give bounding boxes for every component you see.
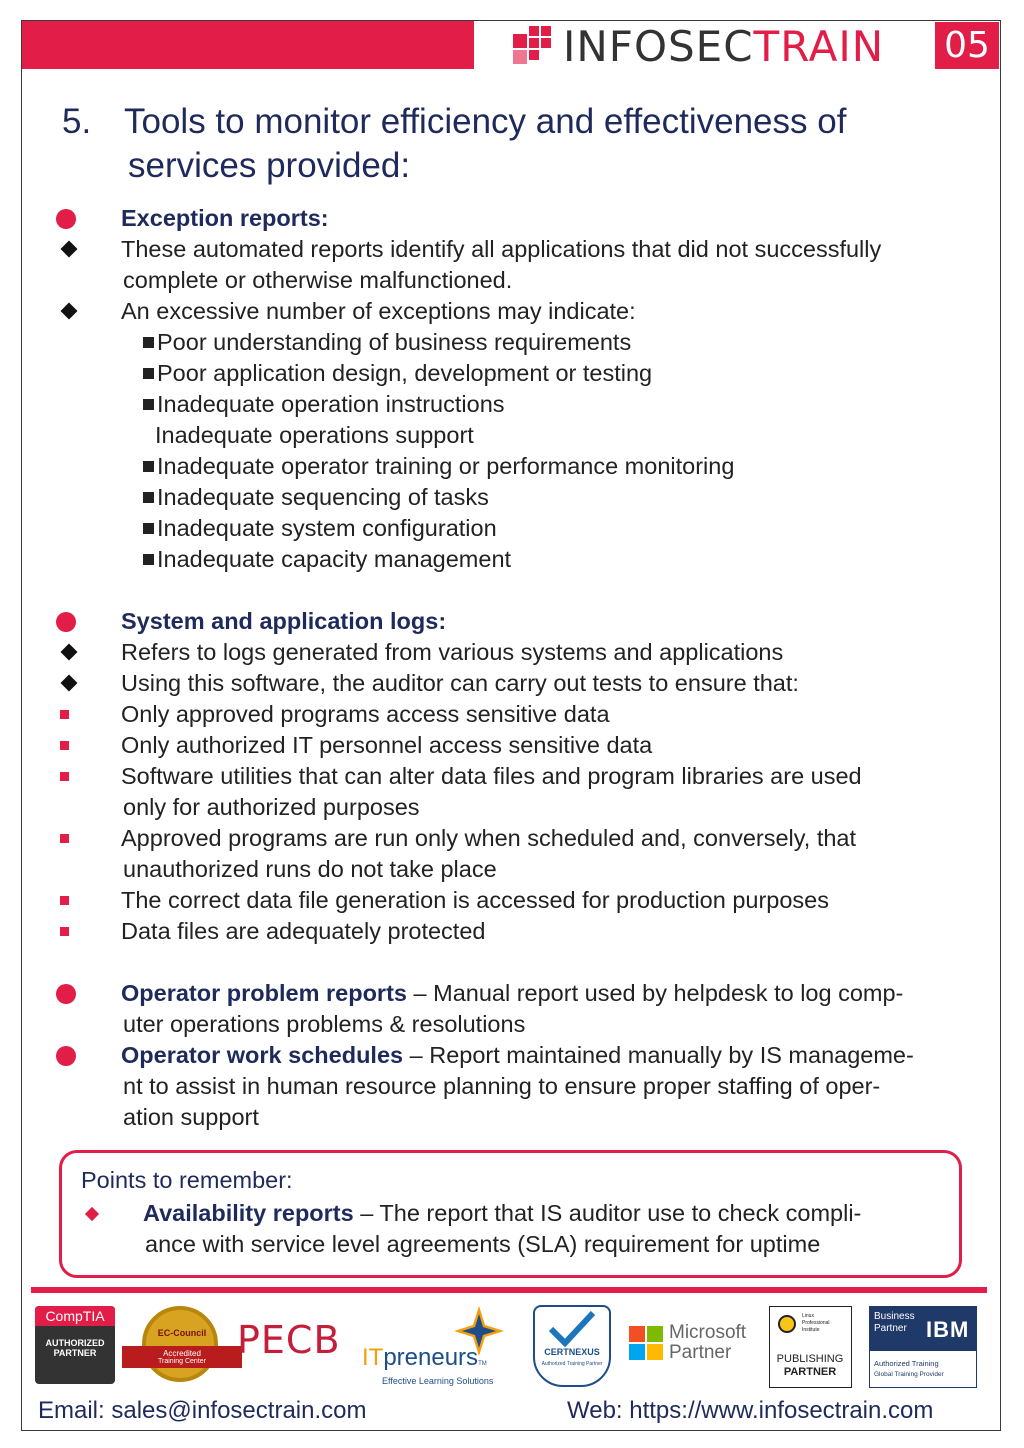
brand-logo [513, 21, 885, 71]
line-body: Inadequate operations support [155, 422, 474, 448]
ibm-sub1: Authorized Training [874, 1359, 939, 1368]
remember-item-cont: ance with service level agreements (SLA) requirement for uptime [145, 1231, 821, 1257]
diamond-bullet-icon [61, 675, 78, 692]
line-body: Inadequate operation instructions [157, 391, 505, 417]
content-line [0, 420, 1024, 451]
lpi-icon [778, 1315, 796, 1333]
content-line [0, 792, 1024, 823]
itpreneurs-it: IT [362, 1344, 384, 1371]
red-square-bullet-icon [60, 772, 69, 781]
ibm-logo-icon: IBM [926, 1317, 970, 1342]
content-line [0, 575, 1024, 606]
microsoft-line2: Partner [669, 1342, 732, 1363]
line-body: The correct data file generation is accessed for production purposes [121, 887, 830, 913]
header-accent-bar [22, 21, 474, 69]
content-line [0, 451, 1024, 482]
line-text [121, 916, 485, 947]
section-title-line1: Tools to monitor efficiency and effectiveness of [124, 102, 847, 141]
line-text [121, 730, 652, 761]
content-line [0, 916, 1024, 947]
ibm-line1: Business [874, 1311, 915, 1322]
line-body: ation support [123, 1104, 259, 1130]
content-line [0, 1102, 1024, 1133]
page-number: 05 [935, 22, 999, 69]
line-text [143, 358, 652, 389]
microsoft-squares-icon [629, 1326, 663, 1360]
microsoft-partner-logo [629, 1324, 759, 1364]
footer-email[interactable]: Email: sales@infosectrain.com [38, 1397, 367, 1424]
square-bullet-icon [143, 554, 154, 565]
line-text [121, 823, 856, 854]
line-body: Exception reports: [121, 205, 329, 231]
comptia-title: CompTIA [35, 1306, 115, 1326]
line-body: Inadequate operator training or performance monitoring [157, 453, 735, 479]
line-text [121, 761, 862, 792]
square-bullet-icon [143, 492, 154, 503]
partner-logos [30, 1300, 990, 1390]
checkmark-icon [547, 1311, 597, 1347]
line-body: Inadequate sequencing of tasks [157, 484, 489, 510]
red-square-bullet-icon [60, 927, 69, 936]
comptia-line1: AUTHORIZED [45, 1338, 105, 1348]
line-text [121, 668, 799, 699]
microsoft-line1: Microsoft [669, 1322, 747, 1343]
line-lead: Operator work schedules [121, 1042, 404, 1068]
square-bullet-icon [143, 337, 154, 348]
remember-item [143, 1198, 861, 1229]
content-line [0, 730, 1024, 761]
diamond-bullet-icon [61, 303, 78, 320]
content-line [0, 482, 1024, 513]
itpreneurs-tagline: Effective Learning Solutions [382, 1376, 494, 1386]
red-square-bullet-icon [60, 834, 69, 843]
points-to-remember-box [59, 1150, 962, 1278]
content-line [0, 358, 1024, 389]
ibm-line2: Partner [874, 1323, 907, 1334]
diamond-icon [85, 1207, 99, 1221]
line-text [121, 978, 903, 1009]
red-circle-bullet-icon [56, 209, 76, 229]
lpi-small3: Institute [802, 1327, 820, 1333]
brand-suffix: TRAIN [753, 21, 885, 71]
line-body: Only authorized IT personnel access sensitive data [121, 732, 653, 758]
line-text [123, 1009, 525, 1040]
lpi-small1: Linux [802, 1313, 814, 1319]
line-lead: Operator problem reports [121, 980, 407, 1006]
brand-prefix: INFOSEC [563, 21, 754, 71]
line-body: These automated reports identify all applications that did not successfully [121, 236, 882, 262]
lpi-small2: Professional [802, 1320, 830, 1326]
eccouncil-badge [122, 1302, 242, 1388]
content-line [0, 823, 1024, 854]
diamond-bullet-icon [61, 644, 78, 661]
line-body: Data files are adequately protected [121, 918, 486, 944]
content-line [0, 203, 1024, 234]
diamond-bullet-icon [61, 241, 78, 258]
line-body: nt to assist in human resource planning to ensure proper staffing of oper- [123, 1073, 881, 1099]
content-line [0, 544, 1024, 575]
line-text [123, 1102, 259, 1133]
content-line [0, 761, 1024, 792]
itpreneurs-logo [362, 1306, 522, 1388]
footer-web[interactable]: Web: https://www.infosectrain.com [567, 1397, 934, 1424]
content-line [0, 885, 1024, 916]
eccouncil-mid: Accredited [163, 1349, 201, 1358]
red-circle-bullet-icon [56, 1046, 76, 1066]
line-text [143, 513, 497, 544]
comptia-logo [35, 1306, 115, 1384]
section-title [62, 100, 962, 188]
itpreneurs-tm: TM [478, 1361, 487, 1367]
line-body: unauthorized runs do not take place [123, 856, 497, 882]
certnexus-badge [533, 1305, 611, 1387]
ibm-sub2: Global Training Provider [874, 1371, 944, 1378]
square-bullet-icon [143, 461, 154, 472]
itpreneurs-name: preneurs [383, 1344, 479, 1371]
content-line [0, 854, 1024, 885]
line-text [121, 1040, 914, 1071]
line-body: Inadequate capacity management [157, 546, 512, 572]
line-text [143, 327, 631, 358]
remember-heading: Points to remember: [81, 1167, 293, 1193]
content-line [0, 606, 1024, 637]
content-line [0, 327, 1024, 358]
content-line [0, 234, 1024, 265]
line-text [121, 699, 610, 730]
content-line [0, 1009, 1024, 1040]
line-body: Using this software, the auditor can carry out tests to ensure that: [121, 670, 799, 696]
line-body: Approved programs are run only when scheduled and, conversely, that [121, 825, 857, 851]
square-bullet-icon [143, 368, 154, 379]
red-circle-bullet-icon [56, 612, 76, 632]
line-body: uter operations problems & resolutions [123, 1011, 526, 1037]
line-body: – Manual report used by helpdesk to log comp- [406, 980, 904, 1006]
content-line [0, 1071, 1024, 1102]
brand-mark-icon [513, 26, 553, 66]
red-circle-bullet-icon [56, 984, 76, 1004]
red-square-bullet-icon [60, 896, 69, 905]
certnexus-name: CERTNEXUS [544, 1347, 600, 1357]
line-text [143, 451, 734, 482]
line-body: – Report maintained manually by IS manageme- [403, 1042, 914, 1068]
line-body: Refers to logs generated from various systems and applications [121, 639, 784, 665]
remember-lead: Availability reports [143, 1200, 354, 1226]
content-line [0, 265, 1024, 296]
eccouncil-title: EC-Council [157, 1328, 207, 1338]
line-text [121, 637, 783, 668]
line-text [121, 606, 446, 637]
line-text [121, 296, 636, 327]
line-text [143, 482, 489, 513]
line-text [123, 854, 497, 885]
line-text [123, 265, 512, 296]
line-body: Software utilities that can alter data files and program libraries are used [121, 763, 862, 789]
content-line [0, 1040, 1024, 1071]
remember-text1: – The report that IS auditor use to check compli- [353, 1200, 862, 1226]
footer-divider [31, 1287, 987, 1293]
line-body: Poor understanding of business requirements [157, 329, 632, 355]
line-body: complete or otherwise malfunctioned. [123, 267, 513, 293]
square-bullet-icon [143, 523, 154, 534]
comptia-line2: PARTNER [53, 1348, 97, 1358]
lpi-line2: PARTNER [783, 1366, 837, 1378]
content-line [0, 513, 1024, 544]
line-text [143, 544, 511, 575]
ibm-business-partner-logo [869, 1306, 977, 1388]
line-body: only for authorized purposes [123, 794, 420, 820]
pecb-logo: PECB [237, 1318, 341, 1362]
line-text [155, 420, 474, 451]
red-square-bullet-icon [60, 710, 69, 719]
square-bullet-icon [143, 399, 154, 410]
line-text [123, 792, 420, 823]
content-line [0, 296, 1024, 327]
line-body: Poor application design, development or testing [157, 360, 653, 386]
content-line [0, 947, 1024, 978]
content-line [0, 637, 1024, 668]
content-line [0, 978, 1024, 1009]
lpi-publishing-logo [769, 1306, 852, 1388]
line-text [121, 234, 881, 265]
eccouncil-bot: Training Center [158, 1358, 206, 1365]
line-text [123, 1071, 880, 1102]
certnexus-tagline: Authorized Training Partner [541, 1361, 603, 1367]
lpi-line1: PUBLISHING [776, 1353, 844, 1365]
red-square-bullet-icon [60, 741, 69, 750]
content-line [0, 699, 1024, 730]
section-title-line2: services provided: [128, 146, 411, 185]
content-line [0, 668, 1024, 699]
line-body: An excessive number of exceptions may indicate: [121, 298, 636, 324]
section-number: 5. [62, 102, 92, 141]
line-text [121, 885, 829, 916]
line-body: System and application logs: [121, 608, 447, 634]
content-line [0, 389, 1024, 420]
line-body: Inadequate system configuration [157, 515, 497, 541]
line-text [121, 203, 329, 234]
line-text [143, 389, 505, 420]
line-body: Only approved programs access sensitive data [121, 701, 610, 727]
